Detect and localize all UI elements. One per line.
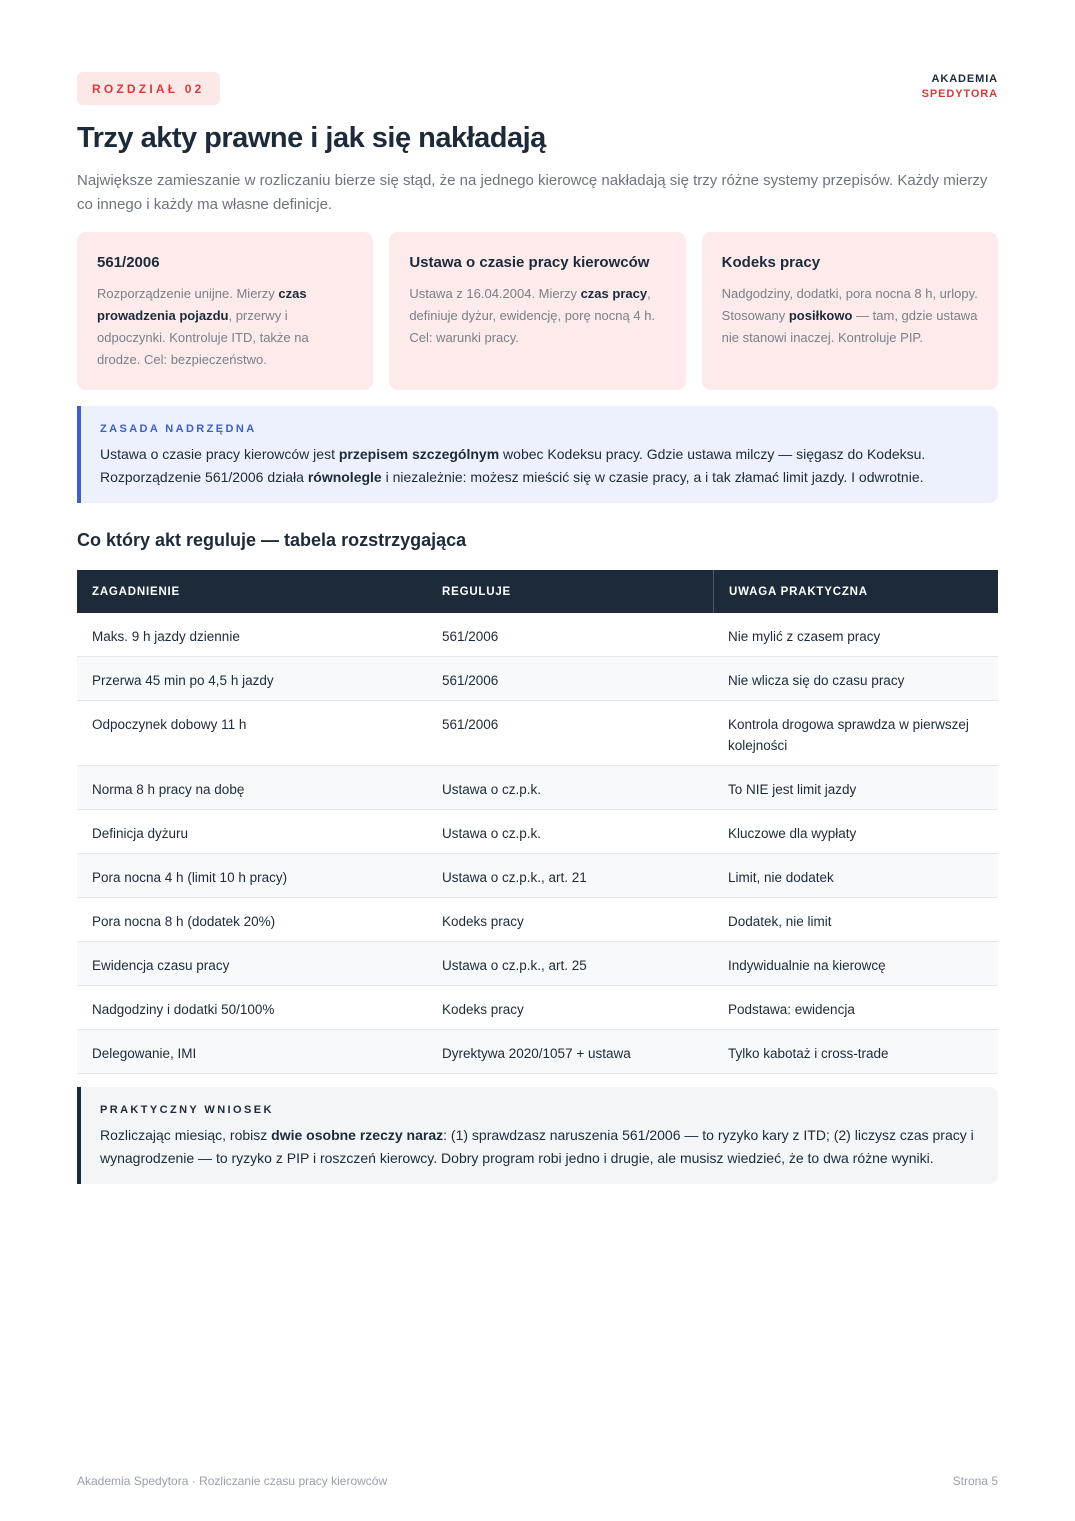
lead-paragraph: Największe zamieszanie w rozliczaniu bierze się stąd, że na jednego kierowcę nakładają się trzy różne systemy przepisów. Każdy mierzy co innego i każdy ma własne definicje.	[77, 172, 988, 213]
table-cell: 561/2006	[442, 673, 499, 688]
table-cell: Limit, nie dodatek	[728, 870, 834, 885]
rule-callout	[77, 406, 998, 503]
law-cards	[77, 232, 998, 390]
table-cell: Definicja dyżuru	[92, 826, 189, 841]
table-row	[77, 942, 998, 986]
table-cell: Ewidencja czasu pracy	[92, 958, 230, 973]
table-cell: Kodeks pracy	[442, 1002, 524, 1017]
table-cell: Kodeks pracy	[442, 914, 524, 929]
table-cell: To NIE jest limit jazdy	[728, 782, 857, 797]
callout-label: ZASADA NADRZĘDNA	[100, 423, 257, 435]
table-title: Co który akt reguluje — tabela rozstrzygająca	[77, 530, 467, 550]
table-row	[77, 657, 998, 701]
table-row	[77, 613, 998, 657]
table-cell: 561/2006	[442, 717, 499, 732]
table-cell: Nie mylić z czasem pracy	[728, 629, 881, 644]
table-row	[77, 701, 998, 766]
callout-label: PRAKTYCZNY WNIOSEK	[100, 1104, 274, 1116]
table-cell: Maks. 9 h jazdy dziennie	[92, 629, 240, 644]
page-title: Trzy akty prawne i jak się nakładają	[77, 122, 546, 154]
table-cell: Kluczowe dla wypłaty	[728, 826, 857, 841]
card-text: Rozporządzenie unijne. Mierzy czas prowadzenia pojazdu, przerwy i odpoczynki. Kontroluje ITD, także na drodze. Cel: bezpieczeństwo.	[97, 286, 309, 367]
table-cell: Nie wlicza się do czasu pracy	[728, 673, 905, 688]
table-cell: Podstawa: ewidencja	[728, 1002, 855, 1017]
table-cell: Indywidualnie na kierowcę	[728, 958, 886, 973]
card-text: Nadgodziny, dodatki, pora nocna 8 h, urlopy. Stosowany posiłkowo — tam, gdzie ustawa nie stanowi inaczej. Kontroluje PIP.	[721, 286, 978, 345]
card-title: Ustawa o czasie pracy kierowców	[409, 254, 650, 271]
table-cell: Pora nocna 8 h (dodatek 20%)	[92, 914, 276, 929]
footer-title: Akademia Spedytora · Rozliczanie czasu pracy kierowców	[77, 1474, 388, 1488]
table-cell: Ustawa o cz.p.k.	[442, 782, 542, 797]
conclusion-callout	[77, 1087, 998, 1184]
table-cell: Dyrektywa 2020/1057 + ustawa	[442, 1046, 631, 1061]
column-header: REGULUJE	[442, 585, 512, 598]
page-number: Strona 5	[952, 1474, 998, 1488]
table-row	[77, 898, 998, 942]
callout-text: Ustawa o czasie pracy kierowców jest przepisem szczególnym wobec Kodeksu pracy. Gdzie ustawa milczy — sięgasz do Kodeksu. Rozporządzenie 561/2006 działa równolegle i niezależnie: możesz mieścić się w czasie pracy, a i tak złamać limit jazdy. I odwrotnie.	[100, 446, 926, 485]
card-561-2006	[77, 232, 373, 390]
brand-line-1: AKADEMIA	[931, 73, 998, 85]
table-cell: Pora nocna 4 h (limit 10 h pracy)	[92, 870, 288, 885]
column-header: UWAGA PRAKTYCZNA	[713, 570, 998, 613]
table-row	[77, 1030, 998, 1074]
table-cell: Ustawa o cz.p.k., art. 21	[442, 870, 587, 885]
table-cell: Odpoczynek dobowy 11 h	[92, 717, 247, 732]
table-row	[77, 854, 998, 898]
table-cell: Przerwa 45 min po 4,5 h jazdy	[92, 673, 274, 688]
card-kodeks-pracy	[702, 232, 998, 390]
table-cell: Dodatek, nie limit	[728, 914, 832, 929]
brand-logo	[922, 72, 998, 102]
table-row	[77, 986, 998, 1030]
column-header: ZAGADNIENIE	[92, 585, 181, 598]
table-cell: Ustawa o cz.p.k.	[442, 826, 542, 841]
table-cell: Ustawa o cz.p.k., art. 25	[442, 958, 587, 973]
card-text: Ustawa z 16.04.2004. Mierzy czas pracy, definiuje dyżur, ewidencję, porę nocną 4 h. Cel: warunki pracy.	[409, 286, 656, 345]
table-cell: Norma 8 h pracy na dobę	[92, 782, 245, 797]
table-cell: Kontrola drogowa sprawdza w pierwszej kolejności	[728, 717, 969, 753]
page-footer	[77, 1474, 998, 1488]
table-header	[77, 570, 998, 613]
brand-line-2: SPEDYTORA	[921, 88, 998, 100]
chapter-badge: ROZDZIAŁ 02	[77, 72, 220, 105]
card-ustawa	[389, 232, 685, 390]
table-row	[77, 810, 998, 854]
callout-text: Rozliczając miesiąc, robisz dwie osobne rzeczy naraz: (1) sprawdzasz naruszenia 561/2006 — to ryzyko kary z ITD; (2) liczysz czas pracy i wynagrodzenie — to ryzyko z PIP i roszczeń kierowcy. Dobry program robi jedno i drugie, ale musisz wiedzieć, że to dwa różne wyniki.	[100, 1127, 974, 1166]
card-title: 561/2006	[97, 254, 160, 271]
card-title: Kodeks pracy	[721, 254, 821, 271]
table-cell: Tylko kabotaż i cross-trade	[728, 1046, 889, 1061]
table-cell: 561/2006	[442, 629, 499, 644]
regulation-table	[77, 570, 998, 1074]
table-cell: Nadgodziny i dodatki 50/100%	[92, 1002, 275, 1017]
table-cell: Delegowanie, IMI	[92, 1046, 197, 1061]
table-row	[77, 766, 998, 810]
